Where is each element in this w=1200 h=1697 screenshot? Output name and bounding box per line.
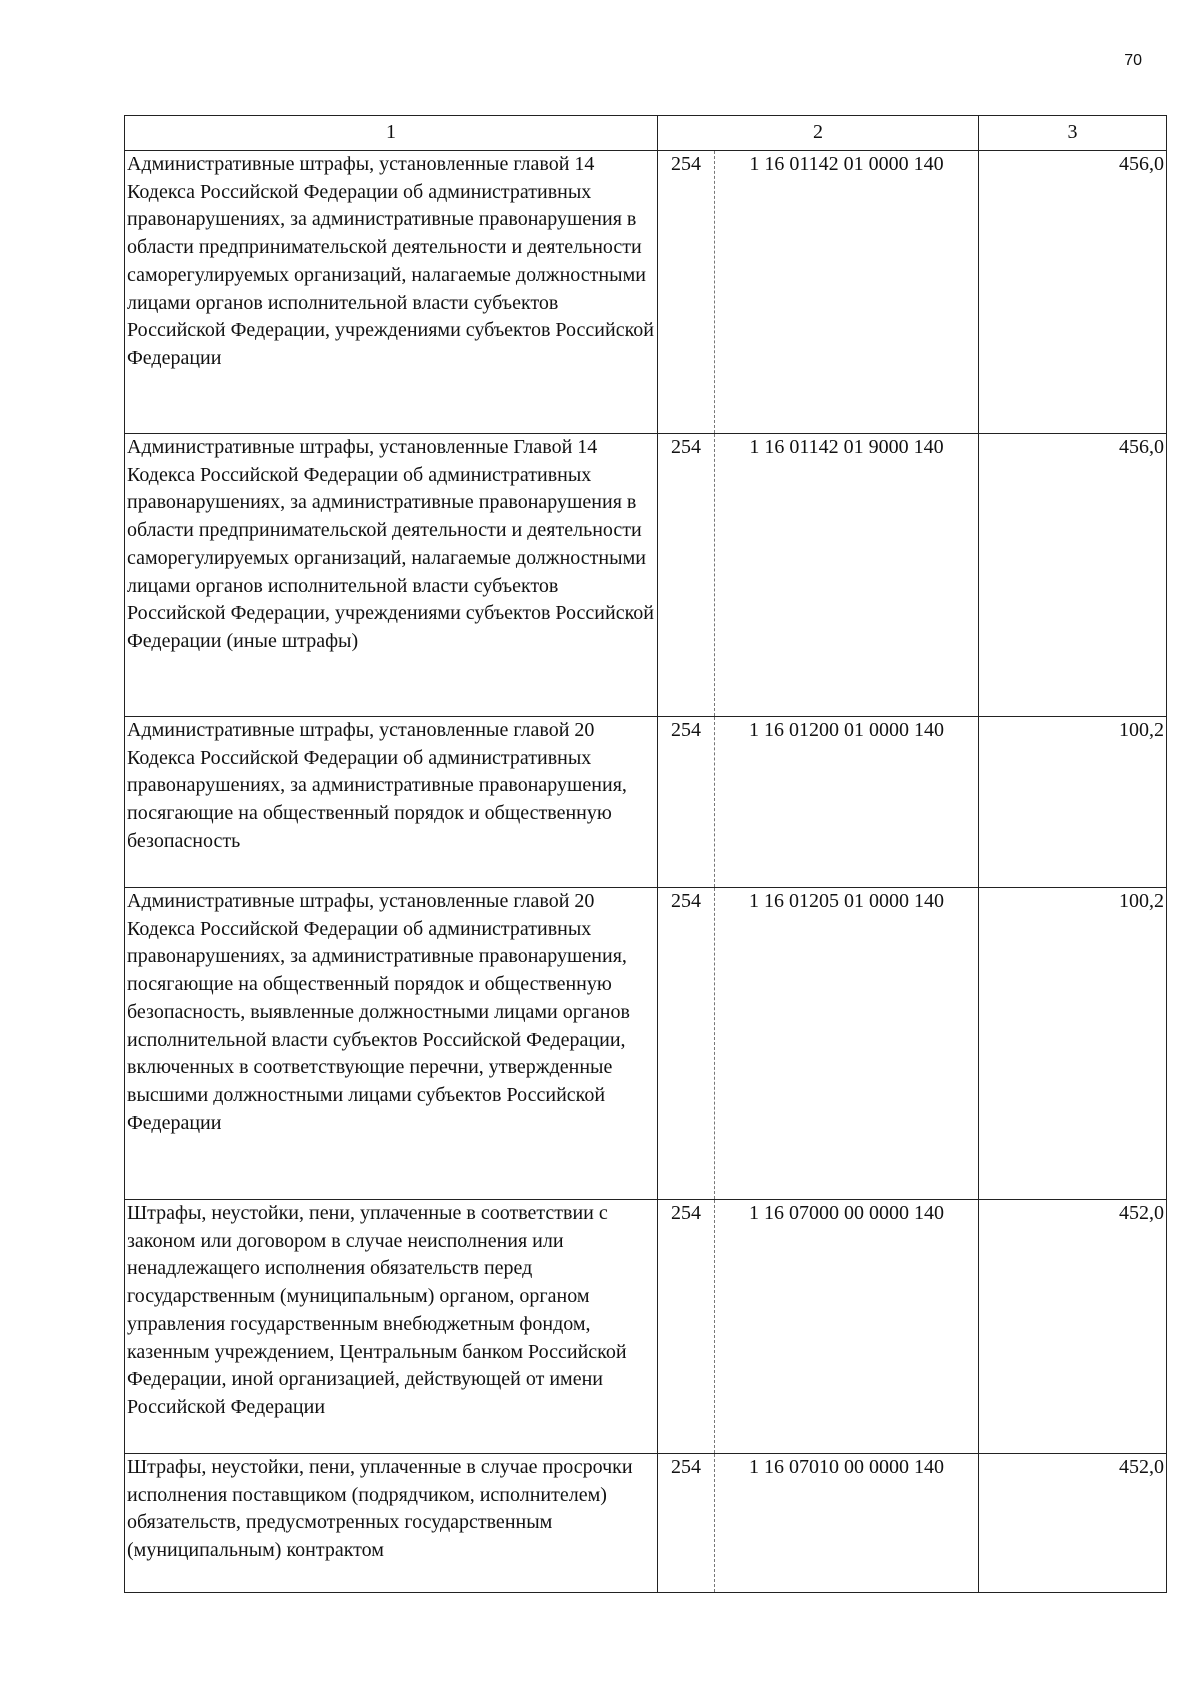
row-description: Административные штрафы, установленные главой 20 Кодекса Российской Федерации об административных правонарушениях, за административные правонарушения, посягающие на общественный порядок и общественную безопасность, выявленные должностными лицами органов исполнительной власти субъектов Российской Федерации, включенных в соответствующие перечни, утвержденные высшими должностными лицами субъектов Российской Федерации — [125, 888, 658, 1200]
row-budget-code: 1 16 01205 01 0000 140 — [715, 888, 979, 1200]
budget-revenue-table — [124, 115, 1167, 1593]
row-amount: 456,0 — [979, 434, 1167, 717]
row-admin-code: 254 — [658, 151, 715, 434]
table-row — [125, 1200, 1167, 1454]
table-header-row — [125, 116, 1167, 151]
table-row — [125, 151, 1167, 434]
table-row — [125, 434, 1167, 717]
table-row — [125, 888, 1167, 1200]
row-description: Административные штрафы, установленные главой 14 Кодекса Российской Федерации об административных правонарушениях, за административные правонарушения в области предпринимательской деятельности и деятельности саморегулируемых организаций, налагаемые должностными лицами органов исполнительной власти субъектов Российской Федерации, учреждениями субъектов Российской Федерации — [125, 151, 658, 434]
row-description: Административные штрафы, установленные Главой 14 Кодекса Российской Федерации об административных правонарушениях, за административные правонарушения в области предпринимательской деятельности и деятельности саморегулируемых организаций, налагаемые должностными лицами органов исполнительной власти субъектов Российской Федерации, учреждениями субъектов Российской Федерации (иные штрафы) — [125, 434, 658, 717]
row-description: Штрафы, неустойки, пени, уплаченные в соответствии с законом или договором в случае неисполнения или ненадлежащего исполнения обязательств перед государственным (муниципальным) органом, органом управления государственным внебюджетным фондом, казенным учреждением, Центральным банком Российской Федерации, иной организацией, действующей от имени Российской Федерации — [125, 1200, 658, 1454]
row-admin-code: 254 — [658, 1200, 715, 1454]
row-admin-code: 254 — [658, 717, 715, 888]
row-budget-code: 1 16 01142 01 9000 140 — [715, 434, 979, 717]
row-admin-code: 254 — [658, 434, 715, 717]
header-column-3: 3 — [979, 116, 1167, 151]
header-column-2: 2 — [658, 116, 979, 151]
row-budget-code: 1 16 07000 00 0000 140 — [715, 1200, 979, 1454]
row-amount: 456,0 — [979, 151, 1167, 434]
row-budget-code: 1 16 01142 01 0000 140 — [715, 151, 979, 434]
row-description: Административные штрафы, установленные главой 20 Кодекса Российской Федерации об административных правонарушениях, за административные правонарушения, посягающие на общественный порядок и общественную безопасность — [125, 717, 658, 888]
row-amount: 100,2 — [979, 717, 1167, 888]
row-amount: 100,2 — [979, 888, 1167, 1200]
row-admin-code: 254 — [658, 888, 715, 1200]
table-row — [125, 1454, 1167, 1593]
row-amount: 452,0 — [979, 1200, 1167, 1454]
header-column-1: 1 — [125, 116, 658, 151]
row-admin-code: 254 — [658, 1454, 715, 1593]
row-budget-code: 1 16 01200 01 0000 140 — [715, 717, 979, 888]
row-budget-code: 1 16 07010 00 0000 140 — [715, 1454, 979, 1593]
table-row — [125, 717, 1167, 888]
page-number: 70 — [1124, 52, 1142, 69]
row-description: Штрафы, неустойки, пени, уплаченные в случае просрочки исполнения поставщиком (подрядчиком, исполнителем) обязательств, предусмотренных государственным (муниципальным) контрактом — [125, 1454, 658, 1593]
row-amount: 452,0 — [979, 1454, 1167, 1593]
